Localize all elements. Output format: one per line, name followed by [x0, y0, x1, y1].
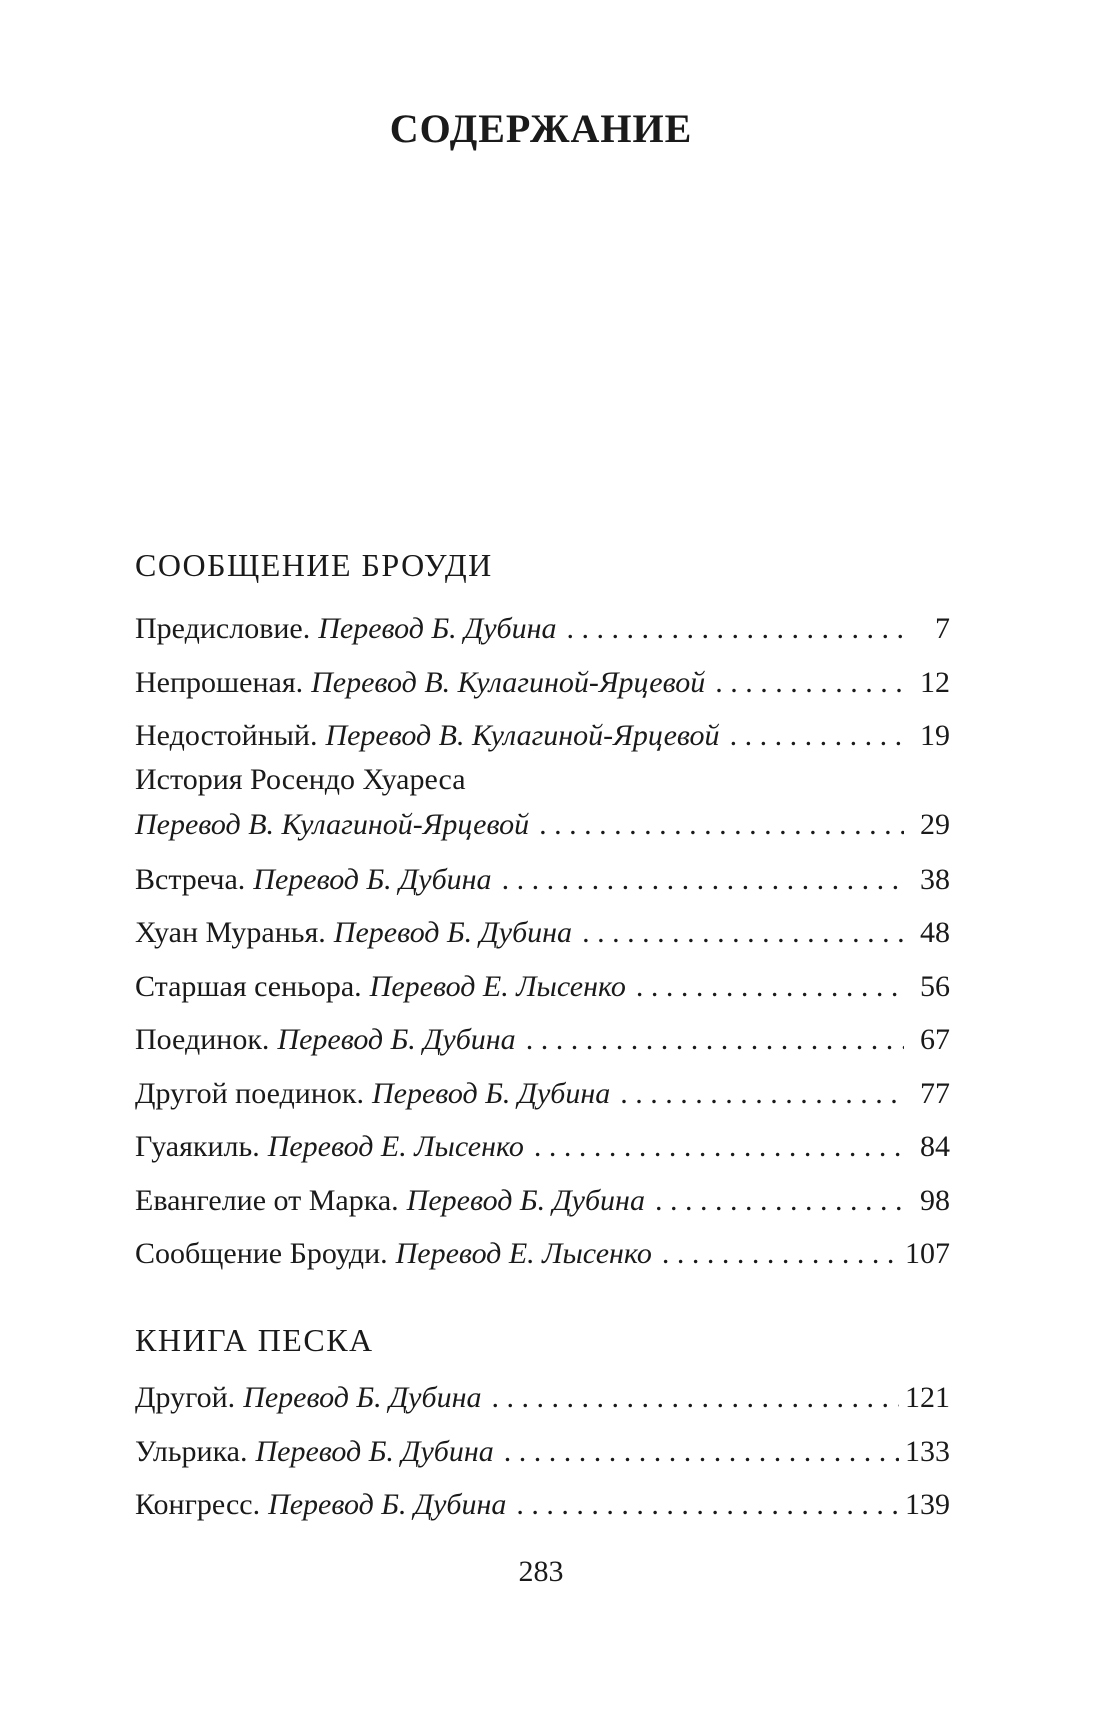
dot-leader [504, 1425, 899, 1479]
dot-leader [516, 1478, 899, 1532]
dot-leader [655, 1174, 904, 1228]
entry-title: Конгресс. [135, 1488, 261, 1521]
entry-title: Сообщение Броуди. [135, 1237, 388, 1270]
entry-page-number: 98 [920, 1183, 950, 1217]
entry-title: Евангелие от Марка. [135, 1183, 399, 1217]
entry-page-number: 7 [935, 612, 950, 645]
entry-page-number: 77 [920, 1076, 950, 1110]
dot-leader [534, 1120, 904, 1174]
toc-entry-unworthy[interactable] [135, 709, 950, 763]
entry-page-number: 84 [920, 1130, 950, 1163]
toc-entry-gospel-of-mark[interactable] [135, 1174, 950, 1228]
toc-entry-intruder[interactable] [135, 656, 950, 710]
page-title: СОДЕРЖАНИЕ [389, 106, 693, 151]
toc-entry-the-other[interactable] [135, 1371, 950, 1425]
entry-page-number: 12 [920, 665, 950, 699]
toc-entry-ulrikke[interactable] [135, 1425, 950, 1479]
entry-translator: Перевод Б. Дубина [318, 612, 557, 645]
entry-title: Другой. [135, 1381, 236, 1414]
section-heading: СООБЩЕНИЕ БРОУДИ [135, 547, 493, 583]
entry-title: Встреча. [135, 862, 246, 896]
entry-translator: Перевод Б. Дубина [406, 1183, 645, 1217]
toc-entry-preface[interactable] [135, 602, 950, 656]
dot-leader [662, 1227, 899, 1281]
toc-entry-other-duel[interactable] [135, 1067, 950, 1121]
entry-translator: Перевод Б. Дубина [277, 1023, 516, 1056]
toc-entry-encounter[interactable] [135, 853, 950, 907]
toc-entry-congress[interactable] [135, 1478, 950, 1532]
dot-leader [526, 1013, 904, 1067]
dot-leader [491, 1371, 899, 1425]
entry-title: Хуан Муранья. [135, 916, 326, 949]
dot-leader [730, 709, 904, 763]
entry-page-number: 19 [920, 719, 950, 752]
entry-translator: Перевод Б. Дубина [371, 1076, 611, 1110]
toc-entry-elder-lady[interactable] [135, 960, 950, 1014]
dot-leader [620, 1067, 904, 1121]
toc-entry-juan-muraña[interactable] [135, 906, 950, 960]
entry-translator: Перевод В. Кулагиной-Ярцевой [311, 665, 706, 699]
entry-page-number: 38 [920, 862, 950, 896]
toc-entry-duel[interactable] [135, 1013, 950, 1067]
dot-leader [502, 853, 904, 907]
entry-translator: Перевод Б. Дубина [333, 916, 573, 949]
toc-entry-brodie-report[interactable] [135, 1227, 950, 1281]
entry-translator: Перевод Б. Дубина [243, 1381, 482, 1414]
toc-entry-guayaquil[interactable] [135, 1120, 950, 1174]
entry-title: Ульрика. [135, 1434, 248, 1468]
entry-page-number: 107 [905, 1237, 950, 1270]
entry-translator: Перевод Е. Лысенко [267, 1130, 524, 1163]
entry-title: Старшая сеньора. [135, 969, 362, 1003]
entry-translator: Перевод В. Кулагиной-Ярцевой [135, 807, 530, 841]
entry-translator: Перевод В. Кулагиной-Ярцевой [325, 719, 720, 752]
entry-translator: Перевод Б. Дубина [253, 862, 492, 896]
entry-page-number: 133 [905, 1434, 950, 1468]
page-number-folio: 283 [518, 1555, 564, 1588]
entry-title: Непрошеная. [135, 665, 304, 699]
entry-page-number: 67 [920, 1023, 950, 1056]
entry-title: Поединок. [135, 1023, 270, 1056]
entry-page-number: 56 [920, 969, 950, 1003]
dot-leader [715, 656, 904, 710]
entry-title: Другой поединок. [135, 1076, 364, 1110]
toc-entry-rosendo-juarez[interactable] [135, 763, 950, 853]
dot-leader [636, 960, 904, 1014]
entry-translator: Перевод Е. Лысенко [395, 1237, 652, 1270]
entry-translator: Перевод Е. Лысенко [369, 969, 626, 1003]
section-heading: КНИГА ПЕСКА [135, 1322, 374, 1358]
entry-title: Недостойный. [135, 719, 318, 752]
entry-page-number: 139 [905, 1488, 950, 1521]
dot-leader [582, 906, 904, 960]
entry-translator: Перевод Б. Дубина [255, 1434, 494, 1468]
entry-title: Гуаякиль. [135, 1130, 260, 1163]
toc-section-brodie [135, 540, 950, 1281]
entry-title: История Росендо Хуареса [135, 762, 466, 796]
entry-page-number: 29 [920, 807, 950, 841]
dot-leader [567, 602, 904, 656]
dot-leader [539, 797, 904, 853]
entry-page-number: 48 [920, 916, 950, 949]
toc-section-book-of-sand [135, 1315, 950, 1532]
entry-page-number: 121 [905, 1381, 950, 1414]
entry-title: Предисловие. [135, 612, 311, 645]
entry-translator: Перевод Б. Дубина [268, 1488, 507, 1521]
